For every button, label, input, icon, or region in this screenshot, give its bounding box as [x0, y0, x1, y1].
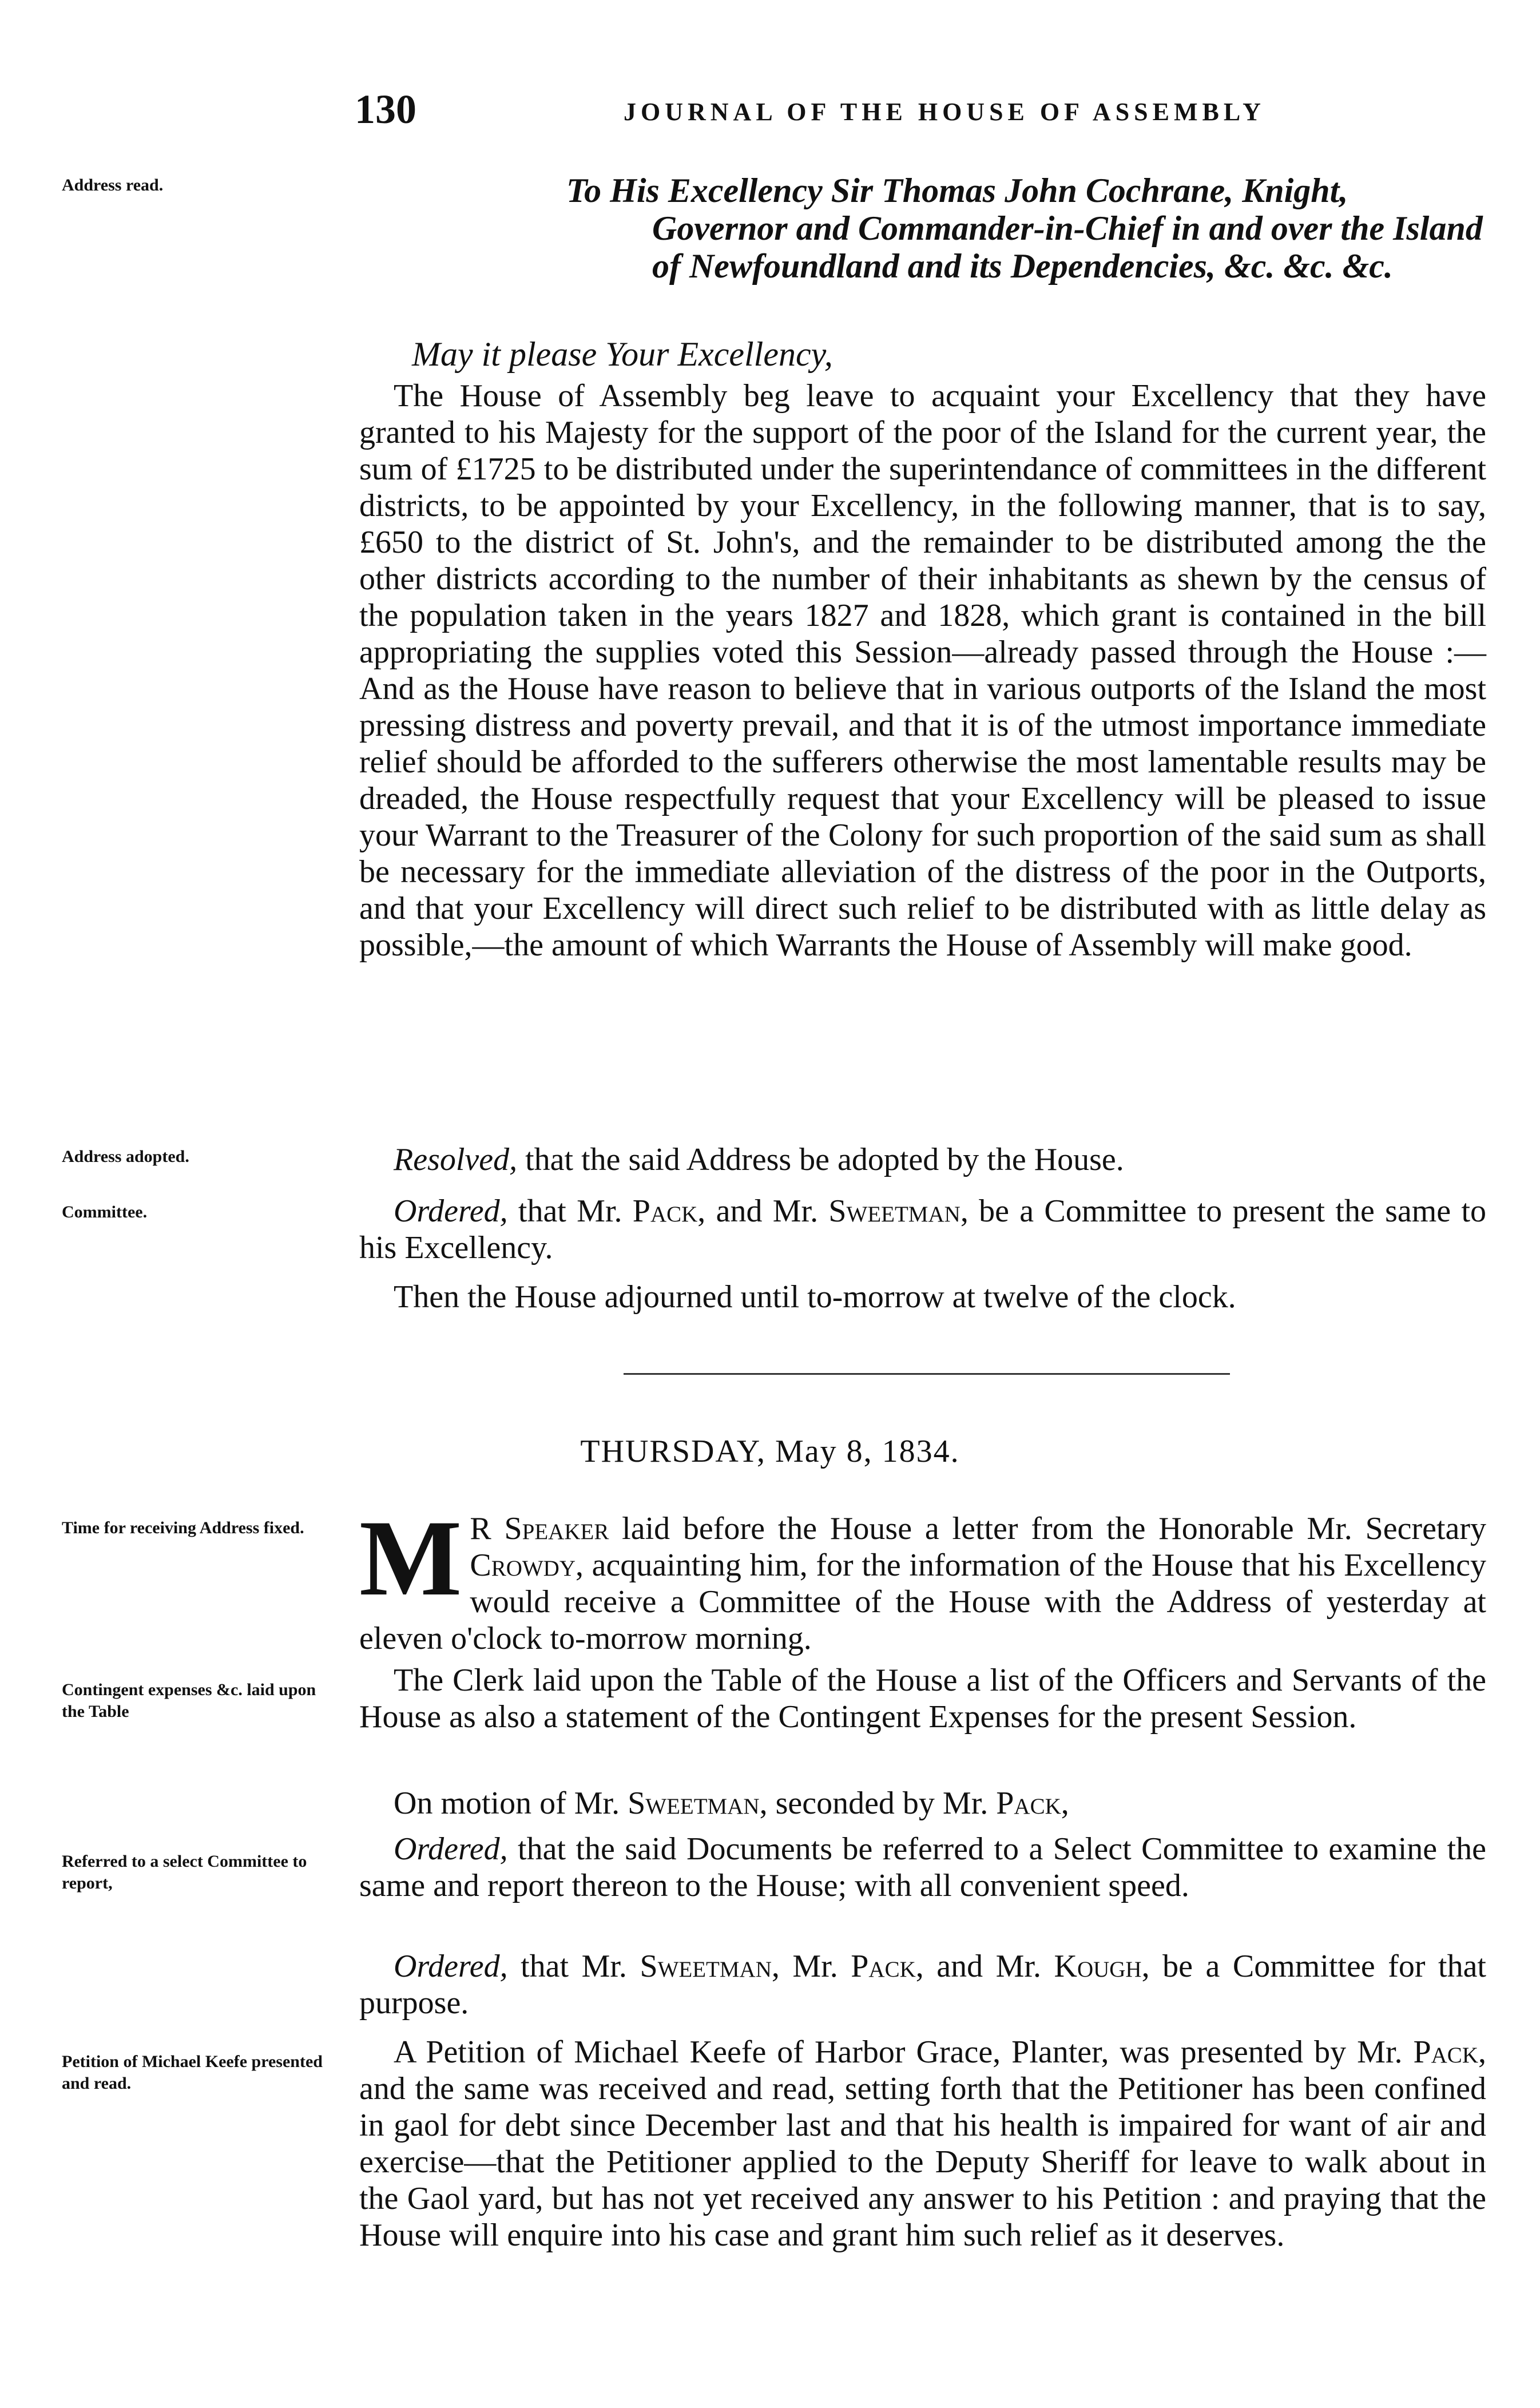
- adjourn-paragraph: Then the House adjourned until to-morrow at twelve of the clock.: [394, 1279, 1236, 1315]
- drop-cap: M: [359, 1498, 462, 1618]
- resolved-text: that the said Address be adopted by the House.: [517, 1142, 1124, 1177]
- address-body: The House of Assembly beg leave to acquaint your Excellency that they have granted to his Majesty for the support of the poor of the Island for the current year, the sum of £1725 to be distributed under the superintendance of committees in the different districts, to be appointed by your Excellency, in the following manner, that is to say, £650 to the district of St. John's, and the remainder to be distributed among the the other districts according to the number of their inhabitants as shewn by the census of the population taken in the years 1827 and 1828, which grant is contained in the bill appropriating the supplies voted this Session—already passed through the House :—And as the House have reason to believe that in various outports of the Island the most pressing distress and poverty prevail, and that it is of the utmost importance immediate relief should be afforded to the sufferers otherwise the most lamentable results may be dreaded, the House respectfully request that your Excellency will be pleased to issue your Warrant to the Treasurer of the Colony for such proportion of the said sum as shall be necessary for the immediate alleviation of the distress of the poor in the Outports, and that your Excellency will direct such relief to be distributed with as little delay as possible,—the amount of which Warrants the House of Assembly will make good.: [359, 378, 1486, 963]
- margin-note-referred: Referred to a select Committee to report,: [62, 1852, 307, 1893]
- p3-t3: ,: [1061, 1786, 1069, 1821]
- p5-t3: , and Mr.: [915, 1949, 1054, 1984]
- p1-t1: laid before the House a letter from the Honorable Mr. Secretary: [609, 1511, 1487, 1546]
- resolved-paragraph: [359, 1141, 1486, 1178]
- p1-t2: , acquainting him, for the information of the House that his Excellency would receive a Committee of the House with the Address of yesterday at eleven o'clock to-morrow morning.: [359, 1548, 1486, 1656]
- p1-crowdy: Crowdy: [470, 1548, 576, 1583]
- p3-name-sweetman: Sweetman: [628, 1786, 760, 1821]
- p3-t1: On motion of Mr.: [394, 1786, 628, 1821]
- ordered1-name-pack: Pack: [632, 1193, 698, 1229]
- ordered1-t2: , and Mr.: [697, 1193, 829, 1229]
- page-number: 130: [355, 86, 416, 132]
- p5-t1: that Mr.: [507, 1949, 640, 1984]
- margin-note-committee: Committee.: [62, 1203, 148, 1221]
- p3-name-pack: Pack: [996, 1786, 1061, 1821]
- running-head: JOURNAL OF THE HOUSE OF ASSEMBLY: [624, 98, 1265, 126]
- p1-rest-cap: R: [470, 1511, 505, 1546]
- speaker-letter-paragraph: [359, 1498, 1487, 1657]
- salutation: May it please Your Excellency,: [412, 335, 833, 373]
- ordered-referred-paragraph: [359, 1831, 1486, 1904]
- p5-name-sweetman: Sweetman: [640, 1949, 772, 1984]
- ordered1-t3: , be a Committee to present the same to his Excellency.: [359, 1193, 1486, 1266]
- p6-t2: , and the same was received and read, setting forth that the Petitioner has been confined in gaol for debt since December last and that his health is impaired for want of air and exercise—that the Petitioner applied to the Deputy Sheriff for leave to walk about in the Gaol yard, but has not yet received any answer to his Petition : and praying that the House will enquire into his case and grant him such relief as it deserves.: [359, 2034, 1486, 2253]
- p5-name-pack: Pack: [851, 1949, 916, 1984]
- p5-lead: Ordered,: [394, 1949, 508, 1984]
- ordered-committee-paragraph: [359, 1193, 1486, 1266]
- p5-name-kough: Kough: [1054, 1949, 1142, 1984]
- ordered1-name-sweetman: Sweetman: [828, 1193, 960, 1229]
- margin-note-time-fixed: Time for receiving Address fixed.: [62, 1518, 304, 1537]
- p6-name-pack: Pack: [1413, 2034, 1478, 2070]
- resolved-lead: Resolved,: [394, 1142, 518, 1177]
- ordered1-lead: Ordered,: [394, 1193, 508, 1229]
- ordered1-t1: that Mr.: [507, 1193, 633, 1229]
- margin-note-contingent: Contingent expenses &c. laid upon the Table: [62, 1680, 316, 1721]
- p3-t2: , seconded by Mr.: [759, 1786, 997, 1821]
- addressee-line1: To His Excellency Sir Thomas John Cochrane, Knight,: [566, 172, 1348, 209]
- addressee-rest: Governor and Commander-in-Chief in and over the Island of Newfoundland and its Dependencies, &c. &c. &c.: [652, 209, 1483, 285]
- p4-lead: Ordered,: [394, 1831, 508, 1867]
- p6-t1: A Petition of Michael Keefe of Harbor Grace, Planter, was presented by Mr.: [394, 2034, 1414, 2070]
- ordered-select-committee-paragraph: [359, 1948, 1486, 2021]
- section-divider: [624, 1373, 1230, 1375]
- page-header: [0, 86, 1540, 137]
- clerk-paragraph: The Clerk laid upon the Table of the House a list of the Officers and Servants of the House as also a statement of the Contingent Expenses for the present Session.: [359, 1663, 1486, 1735]
- margin-note-petition: Petition of Michael Keefe presented and read.: [62, 2052, 323, 2093]
- p4-text: that the said Documents be referred to a Select Committee to examine the same and report thereon to the House; with all convenient speed.: [359, 1831, 1486, 1903]
- margin-note-address-adopted: Address adopted.: [62, 1147, 189, 1166]
- margin-note-address-read: Address read.: [62, 176, 164, 195]
- addressee: [566, 172, 1487, 285]
- p5-t4: , be a Committee for that purpose.: [359, 1949, 1486, 2021]
- motion-paragraph: [359, 1785, 1486, 1822]
- p1-speaker: Speaker: [504, 1511, 609, 1546]
- day-heading: THURSDAY, May 8, 1834.: [580, 1434, 960, 1469]
- p5-t2: , Mr.: [771, 1949, 851, 1984]
- petition-paragraph: [359, 2034, 1486, 2254]
